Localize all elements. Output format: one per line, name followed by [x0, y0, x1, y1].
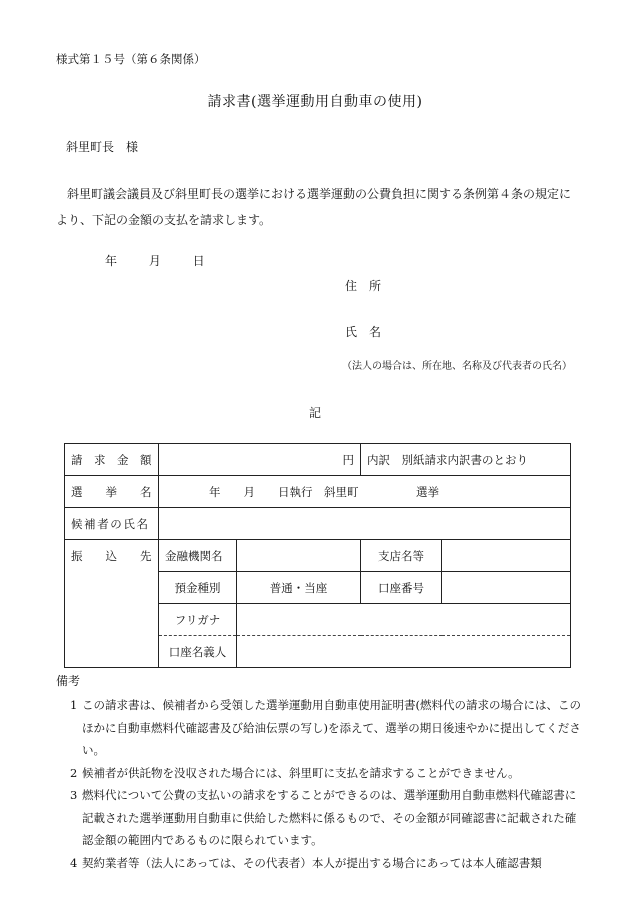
bank-row: [65, 540, 571, 572]
transfer-label: 振 込 先: [65, 540, 159, 668]
remark-item: 1 この請求書は、候補者から受領した選挙運動用自動車使用証明書(燃料代の請求の場合には、このほかに自動車燃料代確認書及び給油伝票の写し)を添えて、選挙の期日後速やかに提出してください。: [70, 698, 581, 757]
remarks-heading: 備考: [56, 674, 81, 688]
candidate-name-field[interactable]: [159, 508, 571, 540]
request-statement: 斜里町議会議員及び斜里町長の選挙における選挙運動の公費負担に関する条例第４条の規定により、下記の金額の支払を請求します。: [56, 187, 572, 227]
deposit-type-label: 預金種別: [159, 572, 237, 604]
addressee: 斜里町長 様: [66, 140, 139, 154]
candidate-label: 候補者の氏名: [65, 508, 159, 540]
election-row: [65, 476, 571, 508]
breakdown-note: 内訳 別紙請求内訳書のとおり: [361, 444, 571, 476]
claim-amount-row: [65, 444, 571, 476]
remark-item: 2 候補者が供託物を没収された場合には、斜里町に支払を請求することができません。: [70, 765, 520, 780]
candidate-row: [65, 508, 571, 540]
remark-item: 3 燃料代について公費の支払いの請求をすることができるのは、選挙運動用自動車燃料代確認書に記載された選挙運動用自動車に供給した燃料に係るもので、その金額が同確認書に記載された確認金額の範囲内であるものに限られています。: [70, 788, 577, 847]
claim-amount-field[interactable]: [159, 444, 361, 476]
claim-table: [64, 443, 571, 668]
yen-unit: 円: [342, 452, 354, 467]
corporation-note: （法人の場合は、所在地、名称及び代表者の氏名）: [342, 361, 572, 372]
form-number: 様式第１５号（第６条関係）: [56, 52, 206, 66]
ki-heading: 記: [308, 406, 321, 420]
deposit-type-value[interactable]: 普通・当座: [237, 572, 361, 604]
remarks-list: [56, 694, 586, 874]
furigana-label: フリガナ: [159, 604, 237, 636]
name-label: 氏 名: [345, 325, 382, 339]
document-title: 請求書(選挙運動用自動車の使用): [207, 94, 423, 110]
remark-item: 4 契約業者等（法人にあっては、その代表者）本人が提出する場合にあっては本人確認書類: [70, 855, 542, 870]
election-value[interactable]: 年 月 日執行 斜里町 選挙: [159, 476, 571, 508]
furigana-field[interactable]: [237, 604, 571, 636]
account-number-field[interactable]: [442, 572, 571, 604]
bank-name-label: 金融機関名: [159, 540, 237, 572]
branch-label: 支店名等: [361, 540, 442, 572]
claim-amount-label: 請 求 金 額: [65, 444, 159, 476]
branch-field[interactable]: [442, 540, 571, 572]
account-holder-label: 口座名義人: [159, 636, 237, 668]
address-label: 住 所: [345, 279, 382, 293]
account-holder-field[interactable]: [237, 636, 571, 668]
election-label: 選 挙 名: [65, 476, 159, 508]
bank-name-field[interactable]: [237, 540, 361, 572]
date-line: 年 月 日: [105, 254, 205, 268]
account-number-label: 口座番号: [361, 572, 442, 604]
